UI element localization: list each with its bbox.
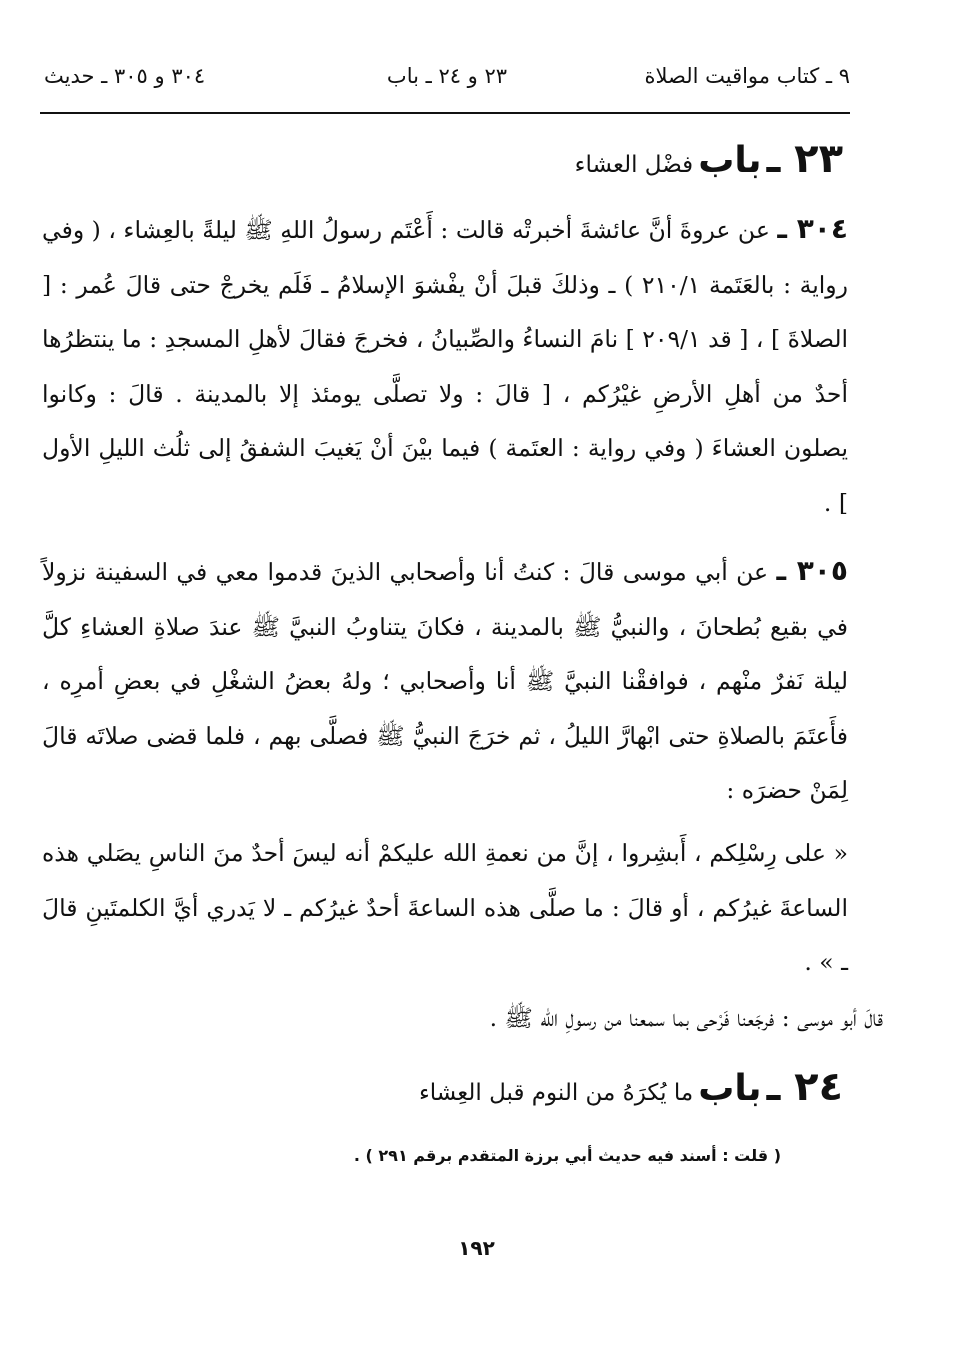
chapter-number: ٢٤ ـ bbox=[766, 1064, 843, 1110]
header-book-title: ٩ ـ كتاب مواقيت الصلاة bbox=[644, 64, 850, 88]
hadith-305 bbox=[42, 544, 848, 818]
chapter-title: ما يُكرَهُ من النوم قبل العِشاء bbox=[418, 1080, 694, 1106]
header-rule bbox=[40, 112, 850, 114]
running-header bbox=[44, 56, 850, 96]
hadith-number: ٣٠٤ ـ bbox=[777, 212, 848, 245]
page-number: ١٩٢ bbox=[458, 1236, 495, 1260]
chapter-word: باب bbox=[698, 1068, 762, 1109]
chapter-heading-23 bbox=[575, 136, 843, 182]
chapter-number: ٢٣ ـ bbox=[766, 136, 843, 182]
chapter-heading-24 bbox=[419, 1064, 843, 1110]
header-hadith-numbers: ٣٠٤ و ٣٠٥ ـ حديث bbox=[44, 64, 206, 88]
hadith-text: عن أبي موسى قالَ : كنتُ أنا وأصحابي الذينَ قدموا معي في السفينة نزولاً في بقيع بُطحانَ ، والنبيُّ ﷺ بالمدينة ، فكانَ يتناوبُ النبيَّ ﷺ عندَ صلاةِ العشاءِ كلَّ ليلة نَفرٌ منْهم ، فوافقْنا النبيَّ ﷺ أنا وأصحابي ؛ ولهُ بعضُ الشغْلِ في بعضِ أمرِه ، فأَعتَمَ بالصلاةِ حتى ابْهارَّ الليلُ ، ثم خرَجَ النبيُّ ﷺ فصلَّى بهم ، فلما قضى صلاتَه قالَ لِمَنْ حضرَه : bbox=[42, 558, 848, 804]
closing-line: قالَ أبو موسى : فرجَعنا فَرْحى بما سمعنا من رسولِ الله ﷺ . bbox=[489, 1004, 883, 1032]
chapter-title: فضْل العشاء bbox=[574, 152, 694, 178]
header-chapters: ٢٣ و ٢٤ ـ باب bbox=[386, 64, 508, 88]
chapter-word: باب bbox=[698, 140, 762, 181]
editor-note: ( قلت : أسند فيه حديث أبي برزة المتقدم برقم ٢٩١ ) . bbox=[353, 1146, 781, 1165]
hadith-number: ٣٠٥ ـ bbox=[776, 554, 848, 587]
prophet-quote: « على رِسْلِكم ، أَبشِروا ، إنَّ من نعمةِ الله عليكمْ أنه ليسَ أحدٌ منَ الناسِ يصَلي هذه الساعةَ غيرُكم ، أو قالَ : ما صلَّى هذه الساعةَ أحدٌ غيرُكم ـ لا يَدري أيَّ الكلمتَينِ قالَ ـ » . bbox=[42, 839, 848, 976]
hadith-304 bbox=[42, 202, 848, 530]
hadith-text: عن عروةَ أنَّ عائشةَ أخبرتْه قالت : أَعْتَم رسولُ اللهِ ﷺ ليلةً بالعِشاء ، ( وفي رواية : بالعَتَمة ٢١٠/١ ) ـ وذلكَ قبلَ أنْ يفْشوَ الإسلامُ ـ فَلَم يخرجْ حتى قالَ عُمر : [ الصلاةَ ] ، [ قد ٢٠٩/١ ] نامَ النساءُ والصِّبيانُ ، فخرجَ فقالَ لأهلِ المسجدِ : ما ينتظرُها أحدٌ من أهلِ الأرضِ غيْرُكم ، [ قالَ : ولا تصلَّى يومئذ إلا بالمدينة . قالَ : وكانوا يصلون العشاءَ ( وفي رواية : العتَمة ) فيما بيْنَ أنْ يَغيبَ الشفقُ إلى ثلُث الليلِ الأول ] . bbox=[42, 216, 849, 517]
